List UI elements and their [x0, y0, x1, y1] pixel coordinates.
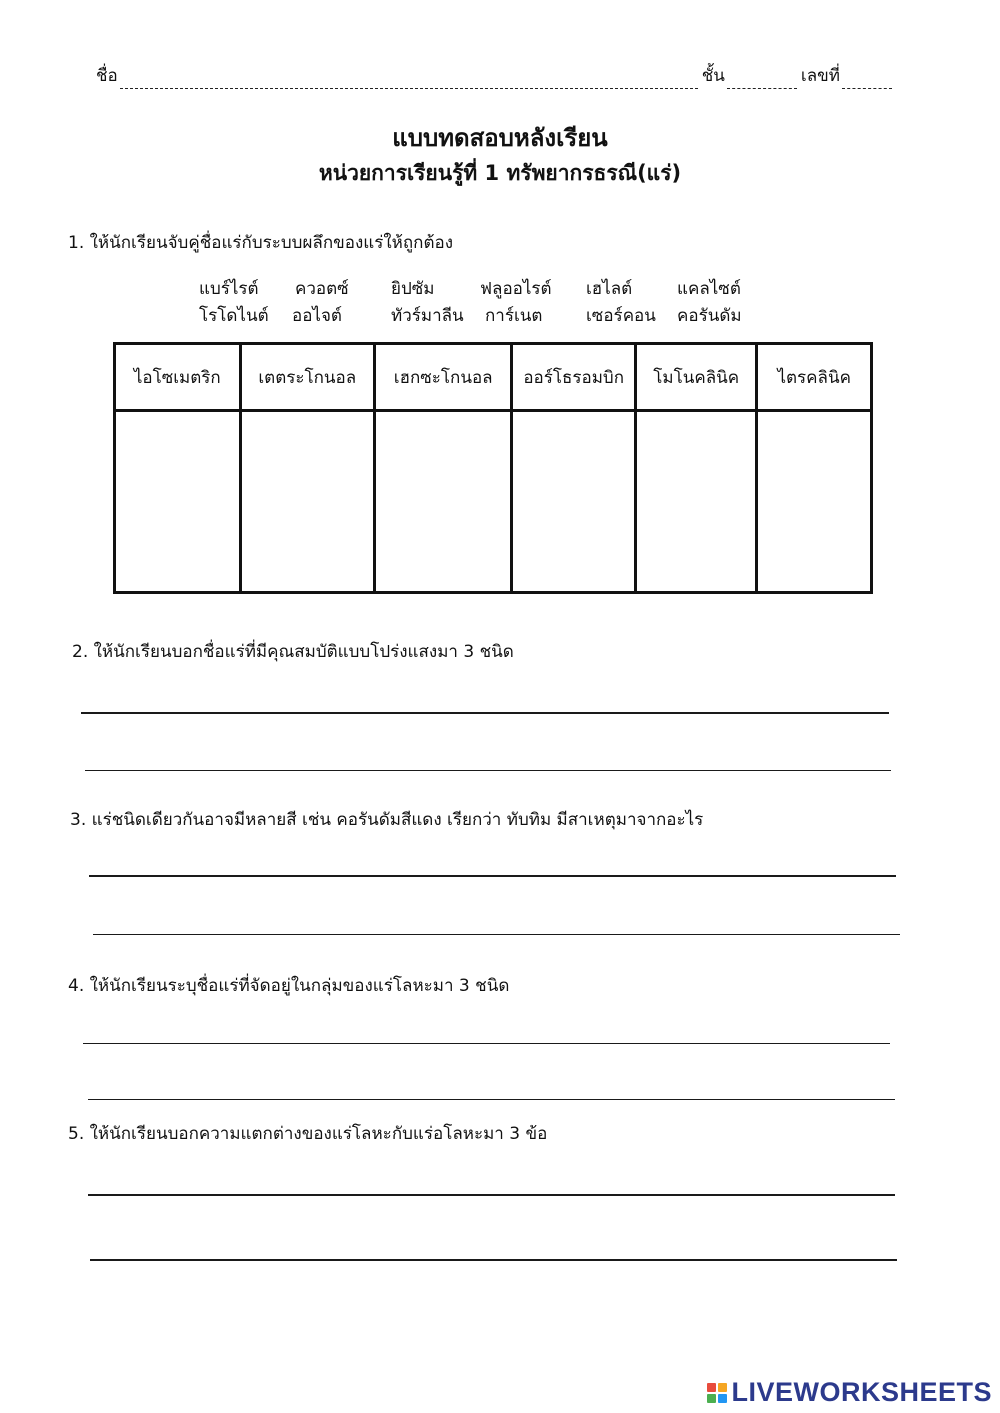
answer-line[interactable]: [89, 875, 896, 877]
table-header-cell: ไอโซเมตริก: [115, 344, 241, 411]
table-header-cell: เฮกซะโกนอล: [374, 344, 511, 411]
word-bank-item: แบร์ไรต์: [199, 279, 259, 299]
logo-tile: [718, 1394, 727, 1403]
name-field[interactable]: [120, 72, 698, 89]
logo-text: LIVEWORKSHEETS: [731, 1377, 992, 1407]
crystal-system-table: [113, 342, 873, 594]
table-header-row: [115, 344, 872, 411]
table-header-cell: ออร์โธรอมบิก: [512, 344, 636, 411]
word-bank-item: ควอตซ์: [295, 279, 349, 299]
class-label: ชั้น: [701, 66, 725, 86]
word-bank-item: โรโดไนต์: [199, 306, 269, 326]
answer-line[interactable]: [85, 770, 891, 771]
word-bank-item: ฟลูออไรต์: [480, 279, 552, 299]
answer-drop-zone[interactable]: [635, 411, 756, 593]
word-bank-item: ทัวร์มาลีน: [391, 306, 464, 326]
logo-tile: [707, 1383, 716, 1392]
table-header-cell: โมโนคลินิค: [635, 344, 756, 411]
word-bank-item: ออไจต์: [292, 306, 342, 326]
answer-drop-zone[interactable]: [512, 411, 636, 593]
answer-line[interactable]: [83, 1043, 890, 1044]
answer-line[interactable]: [81, 712, 889, 714]
question-3: 3. แร่ชนิดเดียวกันอาจมีหลายสี เช่น คอรันดัมสีแดง เรียกว่า ทับทิม มีสาเหตุมาจากอะไร: [70, 810, 704, 830]
word-bank-item: คอรันดัม: [677, 306, 742, 326]
liveworksheets-logo: [707, 1377, 992, 1408]
question-5: 5. ให้นักเรียนบอกความแตกต่างของแร่โลหะกับแร่อโลหะมา 3 ข้อ: [68, 1124, 548, 1144]
question-1: 1. ให้นักเรียนจับคู่ชื่อแร่กับระบบผลึกของแร่ให้ถูกต้อง: [68, 233, 453, 253]
answer-line[interactable]: [88, 1194, 895, 1196]
answer-line[interactable]: [88, 1099, 895, 1100]
logo-tile: [707, 1394, 716, 1403]
word-bank-item: เฮไลต์: [586, 279, 633, 299]
answer-line[interactable]: [90, 1259, 897, 1261]
word-bank-item: แคลไซต์: [677, 279, 741, 299]
logo-tile: [718, 1383, 727, 1392]
answer-drop-zone[interactable]: [115, 411, 241, 593]
page-title: แบบทดสอบหลังเรียน: [392, 124, 608, 152]
word-bank-item: เซอร์คอน: [586, 306, 656, 326]
answer-line[interactable]: [93, 934, 900, 935]
answer-drop-zone[interactable]: [374, 411, 511, 593]
number-field[interactable]: [842, 72, 892, 89]
student-info-line: [96, 62, 912, 89]
logo-mark-icon: [707, 1383, 727, 1403]
table-answer-row: [115, 411, 872, 593]
table-header-cell: ไตรคลินิค: [757, 344, 872, 411]
page-subtitle: หน่วยการเรียนรู้ที่ 1 ทรัพยากรธรณี(แร่): [318, 161, 682, 185]
number-label: เลขที่: [800, 66, 840, 86]
word-bank-item: การ์เนต: [485, 306, 543, 326]
answer-drop-zone[interactable]: [757, 411, 872, 593]
word-bank-item: ยิปซัม: [391, 279, 435, 299]
name-label: ชื่อ: [96, 66, 118, 86]
answer-drop-zone[interactable]: [240, 411, 374, 593]
class-field[interactable]: [727, 72, 797, 89]
table-header-cell: เตตระโกนอล: [240, 344, 374, 411]
question-4: 4. ให้นักเรียนระบุชื่อแร่ที่จัดอยู่ในกลุ่มของแร่โลหะมา 3 ชนิด: [68, 976, 510, 996]
question-2: 2. ให้นักเรียนบอกชื่อแร่ที่มีคุณสมบัติแบบโปร่งแสงมา 3 ชนิด: [72, 642, 514, 662]
